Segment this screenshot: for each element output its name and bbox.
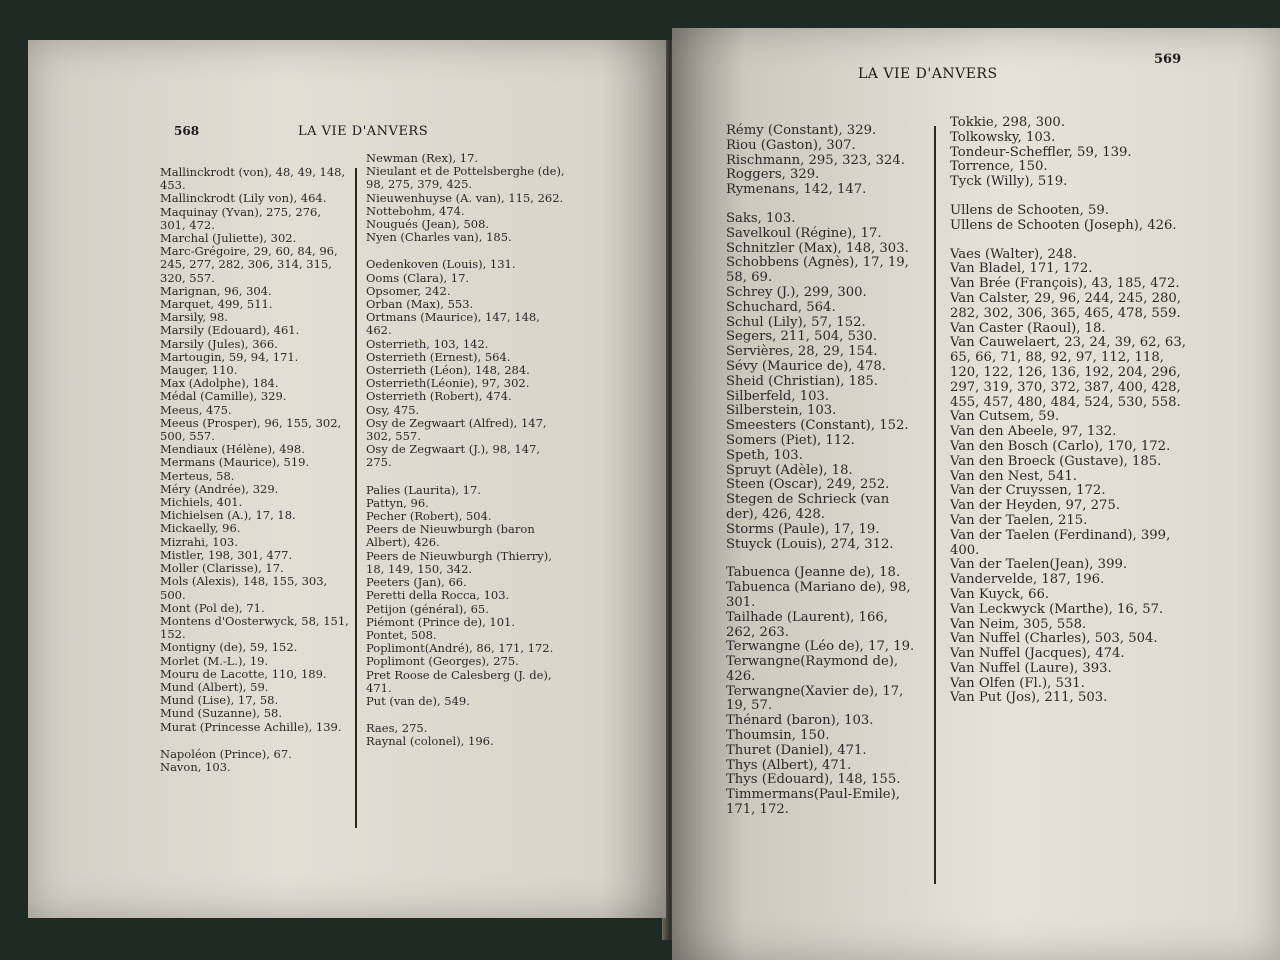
index-entry: Petijon (général), 65.: [366, 601, 489, 616]
index-entry: Méry (Andrée), 329.: [160, 481, 279, 496]
index-entry: Van Calster, 29, 96, 244, 245, 280, 282, 302, 306, 365, 465, 478, 559.: [950, 290, 1181, 321]
index-entry: Saks, 103.: [726, 210, 796, 226]
index-entry: Van Leckwyck (Marthe), 16, 57.: [950, 601, 1164, 617]
index-entry: Schrey (J.), 299, 300.: [726, 284, 867, 300]
index-entry: Osterrieth (Léon), 148, 284.: [366, 363, 530, 378]
right-page: [672, 28, 1280, 960]
index-entry: Mickaelly, 96.: [160, 521, 241, 536]
index-entry: Spruyt (Adèle), 18.: [726, 462, 853, 478]
left-page: [28, 40, 666, 918]
index-entry: Van den Nest, 541.: [950, 468, 1077, 484]
index-entry: Van der Cruyssen, 172.: [950, 483, 1106, 499]
index-entry: Van Olfen (Fl.), 531.: [950, 675, 1085, 691]
index-entry: Michiels, 401.: [160, 495, 243, 510]
index-entry: Terwangne(Raymond de), 426.: [726, 654, 899, 684]
index-entry: Van Nuffel (Laure), 393.: [950, 660, 1112, 676]
index-entry: Marc-Grégoire, 29, 60, 84, 96, 245, 277, 282, 306, 314, 315, 320, 557.: [160, 244, 338, 285]
index-entry: Van Bladel, 171, 172.: [950, 261, 1093, 277]
index-entry: Vandervelde, 187, 196.: [950, 572, 1105, 588]
index-entry: Van der Taelen, 215.: [950, 512, 1088, 528]
index-entry: Van den Bosch (Carlo), 170, 172.: [950, 438, 1171, 454]
index-entry: Nyen (Charles van), 185.: [366, 230, 512, 245]
column-rule: [934, 126, 936, 884]
left-page-header: LA VIE D'ANVERS: [298, 124, 429, 139]
index-entry: Van Kuyck, 66.: [950, 586, 1050, 602]
index-entry: Schuchard, 564.: [726, 299, 836, 315]
index-section-gap: [950, 234, 1190, 248]
index-entry: Van der Taelen (Ferdinand), 399, 400.: [950, 527, 1171, 558]
index-entry: Van Nuffel (Jacques), 474.: [950, 646, 1125, 662]
index-entry: Tokkie, 298, 300.: [950, 115, 1066, 130]
index-entry: Mermans (Maurice), 519.: [160, 455, 310, 470]
right-index-column-1: [726, 124, 916, 818]
index-entry: Van den Broeck (Gustave), 185.: [950, 453, 1162, 469]
index-entry: Thys (Edouard), 148, 155.: [726, 772, 901, 788]
index-section-gap: [366, 470, 566, 484]
index-entry: Van den Abeele, 97, 132.: [950, 424, 1117, 440]
index-entry: Thoumsin, 150.: [726, 728, 830, 744]
index-entry: Rymenans, 142, 147.: [726, 182, 867, 198]
index-entry: Pret Roose de Calesberg (J. de), 471.: [366, 667, 552, 695]
left-page-number: 568: [174, 124, 200, 138]
index-entry: Mallinckrodt (Lily von), 464.: [160, 191, 327, 206]
index-entry: Mistler, 198, 301, 477.: [160, 547, 293, 562]
index-entry: Put (van de), 549.: [366, 693, 470, 708]
index-entry: Schnitzler (Max), 148, 303.: [726, 240, 909, 256]
index-entry: Meeus (Prosper), 96, 155, 302, 500, 557.: [160, 415, 342, 444]
right-page-header: LA VIE D'ANVERS: [858, 66, 998, 82]
index-entry: Rémy (Constant), 329.: [726, 123, 877, 138]
index-entry: Mund (Albert), 59.: [160, 679, 269, 694]
index-entry: Vaes (Walter), 248.: [950, 246, 1077, 262]
index-entry: Segers, 211, 504, 530.: [726, 329, 878, 345]
column-rule: [355, 168, 357, 828]
index-entry: Torrence, 150.: [950, 159, 1048, 175]
index-entry: Peretti della Rocca, 103.: [366, 588, 510, 603]
index-entry: Ullens de Schooten (Joseph), 426.: [950, 217, 1177, 233]
index-entry: Orban (Max), 553.: [366, 297, 474, 312]
index-entry: Montigny (de), 59, 152.: [160, 640, 298, 655]
index-entry: Tabuenca (Jeanne de), 18.: [726, 565, 901, 581]
index-entry: Tyck (Willy), 519.: [950, 174, 1068, 190]
index-entry: Navon, 103.: [160, 759, 231, 774]
index-entry: Rischmann, 295, 323, 324.: [726, 152, 906, 168]
index-entry: Osy, 475.: [366, 402, 420, 417]
index-entry: Tondeur-Scheffler, 59, 139.: [950, 144, 1132, 160]
left-index-column-2: [366, 152, 566, 749]
index-entry: Tailhade (Laurent), 166, 262, 263.: [726, 609, 888, 640]
index-entry: Merteus, 58.: [160, 468, 235, 483]
index-entry: Marsily, 98.: [160, 310, 228, 325]
index-entry: Peers de Nieuwburgh (Thierry), 18, 149, 150, 342.: [366, 548, 552, 576]
index-entry: Mund (Suzanne), 58.: [160, 706, 282, 721]
index-entry: Pattyn, 96.: [366, 495, 429, 510]
index-entry: Roggers, 329.: [726, 167, 820, 183]
index-entry: Stuyck (Louis), 274, 312.: [726, 536, 894, 552]
index-entry: Sévy (Maurice de), 478.: [726, 358, 886, 374]
index-entry: Van Nuffel (Charles), 503, 504.: [950, 631, 1158, 647]
index-entry: Newman (Rex), 17.: [366, 151, 479, 165]
index-entry: Nougués (Jean), 508.: [366, 217, 490, 232]
index-entry: Mendiaux (Hélène), 498.: [160, 442, 305, 457]
index-entry: Max (Adolphe), 184.: [160, 376, 279, 391]
index-entry: Silberstein, 103.: [726, 403, 837, 419]
index-entry: Marsily (Jules), 366.: [160, 336, 278, 351]
index-entry: Poplimont(André), 86, 171, 172.: [366, 641, 554, 656]
index-entry: Palies (Laurita), 17.: [366, 482, 481, 497]
index-entry: Michielsen (A.), 17, 18.: [160, 508, 296, 523]
index-entry: Meeus, 475.: [160, 402, 232, 417]
index-entry: Ortmans (Maurice), 147, 148, 462.: [366, 310, 540, 338]
index-entry: Van der Heyden, 97, 275.: [950, 498, 1121, 514]
index-section-gap: [366, 244, 566, 258]
index-entry: Osterrieth (Robert), 474.: [366, 389, 512, 404]
index-entry: Storms (Paule), 17, 19.: [726, 521, 880, 537]
index-entry: Van Put (Jos), 211, 503.: [950, 690, 1108, 706]
index-entry: Osterrieth(Léonie), 97, 302.: [366, 376, 530, 391]
index-entry: Médal (Camille), 329.: [160, 389, 287, 404]
index-entry: Sheid (Christian), 185.: [726, 373, 878, 389]
index-entry: Marsily (Edouard), 461.: [160, 323, 300, 338]
index-entry: Osy de Zegwaart (J.), 98, 147, 275.: [366, 442, 540, 470]
index-section-gap: [726, 198, 916, 212]
right-index-column-2: [950, 116, 1190, 706]
index-entry: Moller (Clarisse), 17.: [160, 561, 284, 576]
index-entry: Ullens de Schooten, 59.: [950, 202, 1109, 218]
index-entry: Van Cutsem, 59.: [950, 409, 1060, 425]
index-entry: Mols (Alexis), 148, 155, 303, 500.: [160, 574, 328, 602]
index-entry: Osterrieth (Ernest), 564.: [366, 349, 511, 364]
index-entry: Ooms (Clara), 17.: [366, 270, 470, 285]
index-entry: Opsomer, 242.: [366, 283, 451, 298]
index-entry: Van der Taelen(Jean), 399.: [950, 557, 1128, 573]
index-entry: Van Neim, 305, 558.: [950, 616, 1087, 632]
index-entry: Peers de Nieuwburgh (baron Albert), 426.: [366, 522, 535, 550]
index-entry: Poplimont (Georges), 275.: [366, 654, 519, 669]
index-entry: Thuret (Daniel), 471.: [726, 742, 867, 758]
index-entry: Steen (Oscar), 249, 252.: [726, 477, 890, 493]
index-entry: Oedenkoven (Louis), 131.: [366, 257, 516, 272]
index-entry: Marchal (Juliette), 302.: [160, 231, 297, 246]
index-entry: Van Brée (François), 43, 185, 472.: [950, 276, 1180, 292]
index-section-gap: [160, 734, 350, 748]
index-entry: Nieuwenhuyse (A. van), 115, 262.: [366, 190, 564, 205]
index-entry: Stegen de Schrieck (van der), 426, 428.: [726, 492, 890, 522]
index-entry: Mauger, 110.: [160, 363, 238, 378]
index-entry: Nottebohm, 474.: [366, 203, 465, 218]
index-entry: Savelkoul (Régine), 17.: [726, 225, 882, 241]
index-entry: Piémont (Prince de), 101.: [366, 614, 516, 629]
index-entry: Mallinckrodt (von), 48, 49, 148, 453.: [160, 165, 346, 193]
index-entry: Mizrahi, 103.: [160, 534, 238, 549]
index-entry: Terwangne (Léo de), 17, 19.: [726, 639, 915, 655]
index-section-gap: [726, 552, 916, 566]
index-entry: Mouru de Lacotte, 110, 189.: [160, 666, 327, 681]
right-page-number: 569: [1154, 52, 1182, 67]
index-entry: Morlet (M.-L.), 19.: [160, 653, 269, 668]
index-entry: Pecher (Robert), 504.: [366, 509, 492, 524]
index-entry: Somers (Piet), 112.: [726, 432, 855, 448]
index-entry: Martougin, 59, 94, 171.: [160, 349, 299, 364]
index-entry: Osy de Zegwaart (Alfred), 147, 302, 557.: [366, 415, 547, 444]
index-entry: Montens d'Oosterwyck, 58, 151, 152.: [160, 613, 349, 642]
index-entry: Marquet, 499, 511.: [160, 297, 273, 312]
index-entry: Schul (Lily), 57, 152.: [726, 314, 866, 330]
index-entry: Thénard (baron), 103.: [726, 713, 874, 729]
index-entry: Timmermans(Paul-Emile), 171, 172.: [726, 787, 900, 818]
index-entry: Van Cauwelaert, 23, 24, 39, 62, 63, 65, 66, 71, 88, 92, 97, 112, 118, 120, 122, 126, 136, 192, 204, 296, 297, 319, 370, 372, 387, 400, 428, 455, 457, 480, 484, 524, 530, 558.: [950, 335, 1186, 410]
index-entry: Silberfeld, 103.: [726, 388, 830, 404]
index-entry: Peeters (Jan), 66.: [366, 575, 467, 590]
index-entry: Speth, 103.: [726, 447, 803, 463]
index-entry: Mund (Lise), 17, 58.: [160, 693, 279, 708]
index-entry: Maquinay (Yvan), 275, 276, 301, 472.: [160, 204, 321, 232]
index-entry: Murat (Princesse Achille), 139.: [160, 719, 342, 734]
index-entry: Servières, 28, 29, 154.: [726, 344, 878, 360]
index-entry: Pontet, 508.: [366, 627, 437, 642]
index-entry: Marignan, 96, 304.: [160, 283, 272, 298]
index-entry: Smeesters (Constant), 152.: [726, 418, 909, 434]
index-entry: Riou (Gaston), 307.: [726, 137, 856, 153]
index-entry: Tabuenca (Mariano de), 98, 301.: [726, 580, 911, 610]
index-section-gap: [366, 708, 566, 722]
index-entry: Thys (Albert), 471.: [726, 757, 852, 773]
index-entry: Van Caster (Raoul), 18.: [950, 320, 1106, 336]
left-index-column-1: [160, 166, 350, 774]
index-entry: Mont (Pol de), 71.: [160, 600, 265, 615]
index-entry: Raes, 275.: [366, 721, 428, 736]
index-entry: Osterrieth, 103, 142.: [366, 336, 489, 351]
index-entry: Terwangne(Xavier de), 17, 19, 57.: [726, 683, 904, 714]
index-entry: Nieulant et de Pottelsberghe (de), 98, 275, 379, 425.: [366, 164, 565, 192]
index-section-gap: [950, 190, 1190, 204]
index-entry: Schobbens (Agnès), 17, 19, 58, 69.: [726, 255, 909, 286]
index-entry: Napoléon (Prince), 67.: [160, 746, 292, 761]
index-entry: Raynal (colonel), 196.: [366, 734, 494, 749]
index-entry: Tolkowsky, 103.: [950, 129, 1056, 145]
